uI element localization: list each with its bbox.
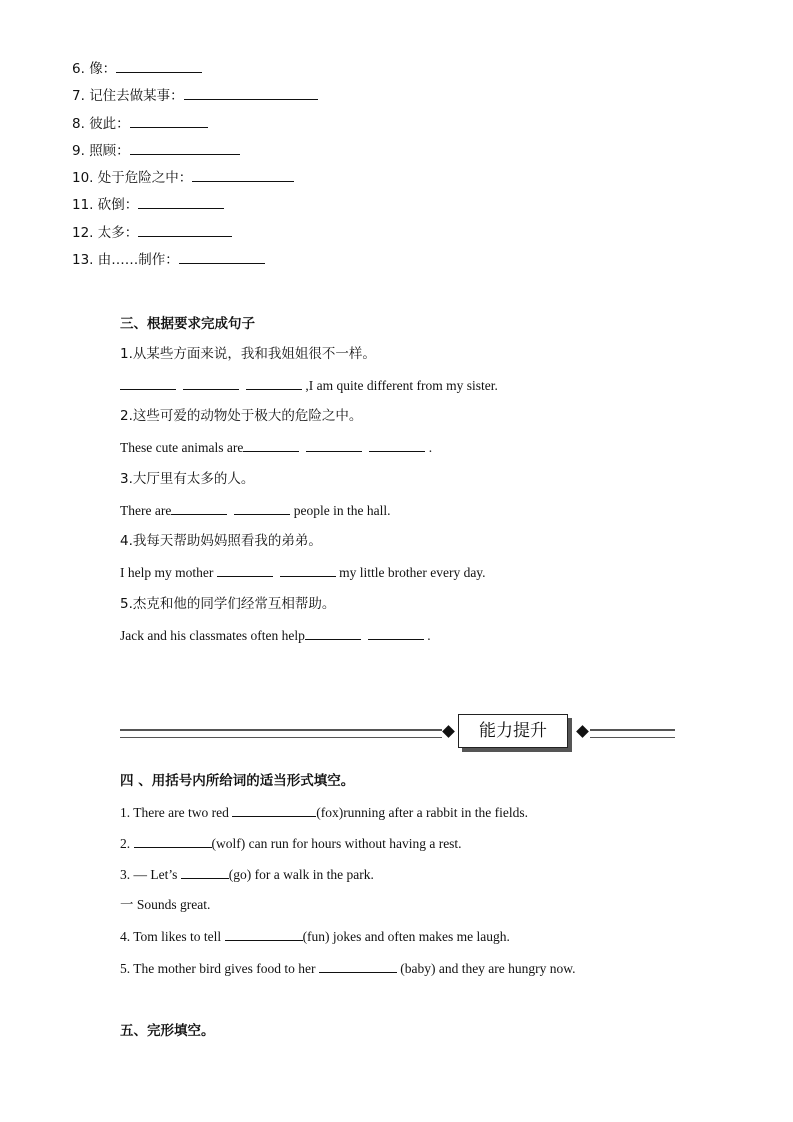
vocab-number: 9. xyxy=(72,142,85,159)
answer-blank[interactable] xyxy=(179,249,265,264)
answer-blank[interactable] xyxy=(305,625,361,640)
vocab-text: 处于危险之中： xyxy=(97,170,193,187)
answer-blank[interactable] xyxy=(181,864,229,879)
sentence-prompt: 3.大厅里有太多的人。 xyxy=(120,471,255,487)
sentence-answer-line xyxy=(120,625,431,646)
vocab-number: 12. xyxy=(72,224,94,241)
sentence-answer-line xyxy=(120,375,498,396)
fill-in-item xyxy=(120,958,576,979)
answer-blank[interactable] xyxy=(134,833,212,848)
vocab-number: 6. xyxy=(72,61,85,77)
item-hint: (wolf) can run for hours without having a rest. xyxy=(211,836,462,851)
ability-banner xyxy=(120,714,675,754)
fill-in-item xyxy=(120,926,510,947)
vocab-number: 10. xyxy=(72,170,94,187)
answer-blank[interactable] xyxy=(225,926,303,941)
vocab-text: 砍倒： xyxy=(97,197,139,214)
sentence-answer-line xyxy=(120,500,390,521)
sentence-prefix: These cute animals are xyxy=(120,440,244,455)
sentence-suffix: people in the hall. xyxy=(290,503,391,518)
fill-in-item xyxy=(120,864,374,885)
item-text: 1. There are two red xyxy=(120,805,233,820)
vocab-item xyxy=(72,58,318,85)
section-4-heading: 四 、用括号内所给词的适当形式填空。 xyxy=(120,773,355,789)
vocab-text: 记住去做某事： xyxy=(89,88,184,105)
answer-blank[interactable] xyxy=(306,437,362,452)
answer-blank[interactable] xyxy=(171,500,227,515)
section-3-heading: 三、根据要求完成句子 xyxy=(120,316,255,332)
vocab-item xyxy=(72,167,318,194)
sentence-suffix: . xyxy=(423,628,431,643)
vocab-text: 像： xyxy=(89,61,117,77)
item-hint: (go) for a walk in the park. xyxy=(228,867,374,882)
answer-blank[interactable] xyxy=(232,802,316,817)
item-text: 一 Sounds great. xyxy=(120,897,211,912)
sentence-prompt: 2.这些可爱的动物处于极大的危险之中。 xyxy=(120,408,363,424)
vocab-item xyxy=(72,249,318,276)
item-hint: (fun) jokes and often makes me laugh. xyxy=(302,929,510,944)
sentence-answer-line xyxy=(120,562,486,583)
item-hint: (fox)running after a rabbit in the fields. xyxy=(316,805,529,820)
section-5-heading: 五、完形填空。 xyxy=(120,1023,215,1039)
sentence-prefix: There are xyxy=(120,503,172,518)
answer-blank[interactable] xyxy=(138,222,232,237)
sentence-suffix: my little brother every day. xyxy=(335,565,486,580)
answer-blank[interactable] xyxy=(217,562,273,577)
diamond-icon xyxy=(576,725,589,738)
answer-blank[interactable] xyxy=(280,562,336,577)
item-text: 2. xyxy=(120,836,134,851)
fill-in-item xyxy=(120,833,462,854)
sentence-suffix: ,I am quite different from my sister. xyxy=(302,378,498,393)
answer-blank[interactable] xyxy=(184,85,318,100)
item-hint: (baby) and they are hungry now. xyxy=(396,961,576,976)
vocab-number: 11. xyxy=(72,197,94,214)
sentence-prefix: I help my mother xyxy=(120,565,217,580)
vocab-number: 8. xyxy=(72,115,85,132)
vocab-number: 13. xyxy=(72,252,94,269)
item-text: 3. — Let’s xyxy=(120,867,181,882)
answer-blank[interactable] xyxy=(120,375,176,390)
vocab-text: 彼此： xyxy=(89,115,130,132)
vocab-item xyxy=(72,113,318,140)
vocab-text: 由……制作： xyxy=(97,252,179,269)
sentence-prompt: 4.我每天帮助妈妈照看我的弟弟。 xyxy=(120,533,322,549)
answer-blank[interactable] xyxy=(130,140,240,155)
sentence-suffix: . xyxy=(425,440,433,455)
answer-blank[interactable] xyxy=(116,58,202,73)
answer-blank[interactable] xyxy=(369,437,425,452)
answer-blank[interactable] xyxy=(183,375,239,390)
answer-blank[interactable] xyxy=(368,625,424,640)
item-text: 5. The mother bird gives food to her xyxy=(120,961,319,976)
vocab-number: 7. xyxy=(72,88,85,105)
vocab-item xyxy=(72,85,318,112)
answer-blank[interactable] xyxy=(130,113,208,128)
answer-blank[interactable] xyxy=(138,194,224,209)
answer-blank[interactable] xyxy=(246,375,302,390)
vocab-item xyxy=(72,194,318,221)
sentence-prompt: 5.杰克和他的同学们经常互相帮助。 xyxy=(120,596,336,612)
fill-in-item xyxy=(120,895,210,915)
banner-label: 能力提升 xyxy=(458,714,568,748)
sentence-prefix: Jack and his classmates often help xyxy=(120,628,305,643)
vocab-list xyxy=(72,58,318,276)
banner-left-rule xyxy=(120,729,442,738)
diamond-icon xyxy=(442,725,455,738)
vocab-item xyxy=(72,222,318,249)
vocab-item xyxy=(72,140,318,167)
answer-blank[interactable] xyxy=(319,958,397,973)
answer-blank[interactable] xyxy=(243,437,299,452)
fill-in-item xyxy=(120,802,528,823)
answer-blank[interactable] xyxy=(192,167,294,182)
sentence-prompt: 1.从某些方面来说，我和我姐姐很不一样。 xyxy=(120,346,376,362)
item-text: 4. Tom likes to tell xyxy=(120,929,225,944)
vocab-text: 照顾： xyxy=(89,142,130,159)
banner-right-rule xyxy=(590,729,675,738)
answer-blank[interactable] xyxy=(234,500,290,515)
vocab-text: 太多： xyxy=(97,224,139,241)
sentence-answer-line xyxy=(120,437,432,458)
